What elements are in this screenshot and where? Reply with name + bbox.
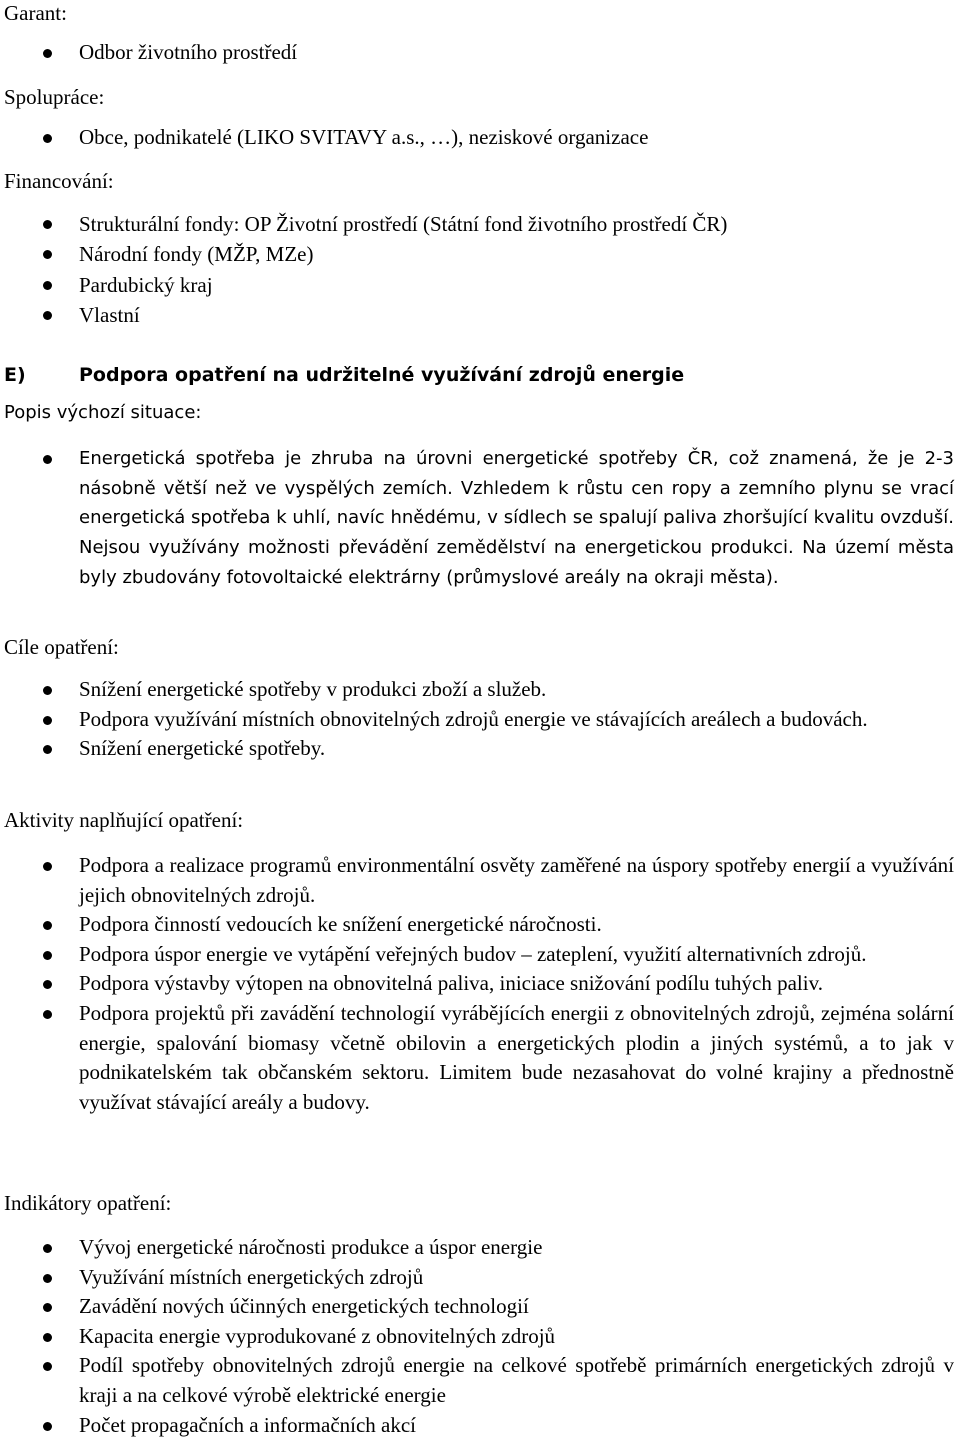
list-item: Podpora a realizace programů environmentální osvěty zaměřené na úspory spotřeby energií a využívání jejich obnovitelných zdrojů. [0, 851, 956, 910]
cile-list [0, 675, 956, 764]
list-item: Podpora úspor energie ve vytápění veřejných budov – zateplení, využití alternativních zdrojů. [0, 940, 956, 970]
popis-label: Popis výchozí situace: [4, 402, 202, 423]
spoluprace-list [0, 123, 956, 153]
list-item: Počet propagačních a informačních akcí [0, 1411, 956, 1441]
financovani-list [0, 209, 956, 331]
aktivity-list [0, 851, 956, 1117]
list-item: Podíl spotřeby obnovitelných zdrojů energie na celkové spotřebě primárních energetických zdrojů v kraji a na celkové výrobě elektrické energie [0, 1351, 956, 1410]
popis-list [0, 444, 956, 593]
indikatory-label: Indikátory opatření: [4, 1191, 172, 1215]
list-item: Energetická spotřeba je zhruba na úrovni energetické spotřeby ČR, což znamená, že je 2-3 násobně větší než ve vyspělých zemích. Vzhledem k růstu cen ropy a zemního plynu se vrací energetická spotřeba k uhlí, navíc hnědému, v sídlech se spalují paliva zhoršující kvalitu ovzduší. Nejsou využívány možnosti převádění zemědělství na energetickou produkci. Na území města byly zbudovány fotovoltaické elektrárny (průmyslové areály na okraji města). [0, 444, 956, 593]
garant-list [0, 38, 956, 68]
list-item: Kapacita energie vyprodukované z obnovitelných zdrojů [0, 1322, 956, 1352]
list-item: Podpora projektů při zavádění technologií vyrábějících energii z obnovitelných zdrojů, zejména solární energie, spalování biomasy včetně obilovin a energetických plodin a jiných systémů, a to jak v podnikatelském tak občanském sektoru. Limitem bude nezasahovat do volné krajiny a přednostně využívat stávající areály a budovy. [0, 999, 956, 1117]
financovani-label: Financování: [4, 169, 114, 193]
list-item: Vlastní [0, 300, 956, 330]
list-item: Pardubický kraj [0, 270, 956, 300]
list-item: Využívání místních energetických zdrojů [0, 1263, 956, 1293]
aktivity-label: Aktivity naplňující opatření: [4, 808, 244, 832]
list-item: Podpora činností vedoucích ke snížení energetické náročnosti. [0, 910, 956, 940]
garant-label: Garant: [4, 1, 67, 25]
list-item: Snížení energetické spotřeby v produkci zboží a služeb. [0, 675, 956, 705]
section-heading [4, 362, 684, 388]
cile-label: Cíle opatření: [4, 635, 119, 659]
list-item: Odbor životního prostředí [0, 38, 956, 68]
spoluprace-label: Spolupráce: [4, 85, 105, 109]
list-item: Strukturální fondy: OP Životní prostředí (Státní fond životního prostředí ČR) [0, 209, 956, 239]
list-item: Zavádění nových účinných energetických technologií [0, 1292, 956, 1322]
section-letter: E) [4, 364, 26, 386]
list-item: Obce, podnikatelé (LIKO SVITAVY a.s., …), neziskové organizace [0, 123, 956, 153]
list-item: Snížení energetické spotřeby. [0, 734, 956, 764]
list-item: Vývoj energetické náročnosti produkce a úspor energie [0, 1233, 956, 1263]
section-title: Podpora opatření na udržitelné využívání zdrojů energie [79, 364, 685, 386]
list-item: Podpora výstavby výtopen na obnovitelná paliva, iniciace snižování podílu tuhých paliv. [0, 969, 956, 999]
list-item: Národní fondy (MŽP, MZe) [0, 239, 956, 269]
indikatory-list [0, 1233, 956, 1440]
list-item: Podpora využívání místních obnovitelných zdrojů energie ve stávajících areálech a budovách. [0, 705, 956, 735]
